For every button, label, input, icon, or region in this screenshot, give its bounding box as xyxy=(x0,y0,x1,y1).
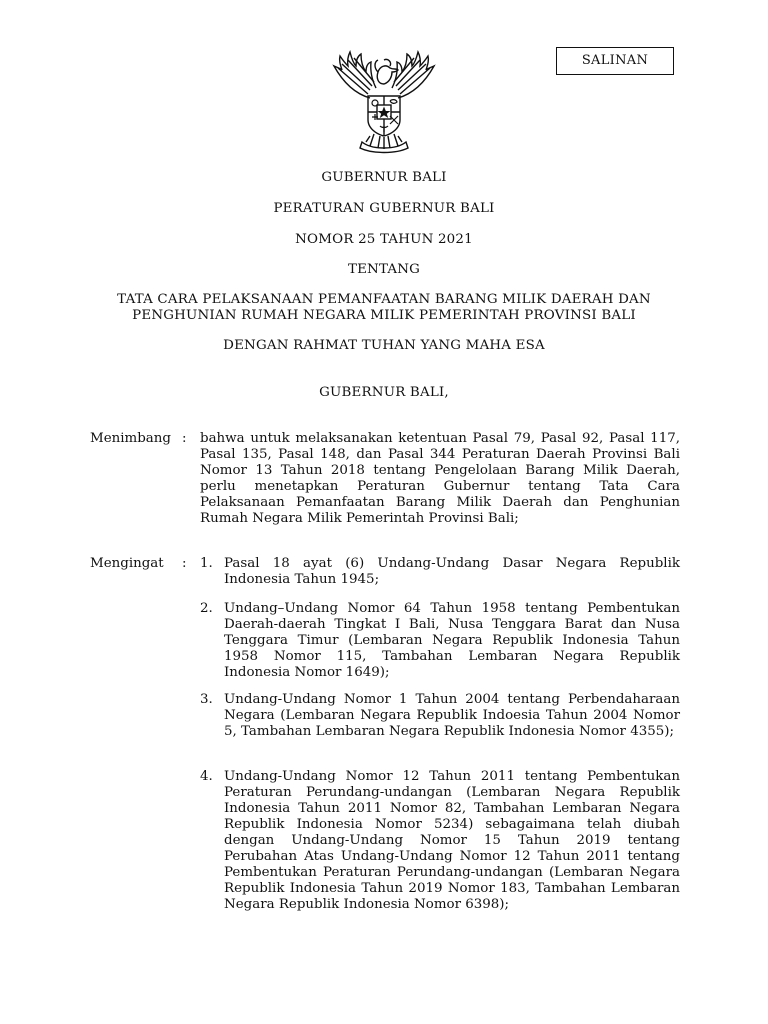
menimbang-text: bahwa untuk melaksanakan ketentuan Pasal 79, Pasal 92, Pasal 117, Pasal 135, Pasal 148, dan Pasal 344 Peraturan Daerah Provinsi Bali Nomor 13 Tahun 2018 tentang Pengelolaan Barang Milik Daerah, perlu menetapkan Peraturan Gubernur tentang Tata Cara Pelaksanaan Pemanfaatan Barang Milik Daerah dan Penghunian Rumah Negara Milik Pemerintah Provinsi Bali; xyxy=(200,431,680,526)
governor-signatory: GUBERNUR BALI, xyxy=(319,385,449,400)
list-item-number: 4. xyxy=(200,769,213,784)
regulation-title-line-2: PENGHUNIAN RUMAH NEGARA MILIK PEMERINTAH PROVINSI BALI xyxy=(132,308,636,323)
list-item-number: 3. xyxy=(200,692,213,707)
list-item xyxy=(200,601,680,681)
menimbang-colon: : xyxy=(182,431,187,446)
menimbang-label: Menimbang xyxy=(90,431,171,446)
list-item xyxy=(200,556,680,588)
about-heading: TENTANG xyxy=(347,262,421,277)
governor-heading: GUBERNUR BALI xyxy=(321,170,447,185)
list-item-text: Pasal 18 ayat (6) Undang-Undang Dasar Negara Republik Indonesia Tahun 1945; xyxy=(224,556,680,587)
list-item-number: 1. xyxy=(200,556,213,571)
mengingat-label: Mengingat xyxy=(90,556,164,571)
list-item xyxy=(200,692,680,740)
regulation-heading: PERATURAN GUBERNUR BALI xyxy=(273,201,495,216)
salinan-stamp: SALINAN xyxy=(556,47,674,75)
mengingat-colon: : xyxy=(182,556,187,571)
list-item-number: 2. xyxy=(200,601,213,616)
list-item-text: Undang–Undang Nomor 64 Tahun 1958 tentang Pembentukan Daerah-daerah Tingkat I Bali, Nusa Tenggara Barat dan Nusa Tenggara Timur (Lembaran Negara Republik Indonesia Tahun 1958 Nomor 115, Tambahan Lembaran Negara Republik Indonesia Nomor 1649); xyxy=(224,601,680,680)
regulation-title-line-1: TATA CARA PELAKSANAAN PEMANFAATAN BARANG MILIK DAERAH DAN xyxy=(117,292,651,307)
grace-phrase: DENGAN RAHMAT TUHAN YANG MAHA ESA xyxy=(223,338,545,353)
list-item-text: Undang-Undang Nomor 12 Tahun 2011 tentang Pembentukan Peraturan Perundang-undangan (Lembaran Negara Republik Indonesia Tahun 2011 Nomor 82, Tambahan Lembaran Negara Republik Indonesia Nomor 5234) sebagaimana telah diubah dengan Undang-Undang Nomor 15 Tahun 2019 tentang Perubahan Atas Undang-Undang Nomor 12 Tahun 2011 tentang Pembentukan Peraturan Perundang-undangan (Lembaran Negara Republik Indonesia Tahun 2019 Nomor 183, Tambahan Lembaran Negara Republik Indonesia Nomor 6398); xyxy=(224,769,680,912)
list-item-text: Undang-Undang Nomor 1 Tahun 2004 tentang Perbendaharaan Negara (Lembaran Negara Republik Indoesia Tahun 2004 Nomor 5, Tambahan Lembaran Negara Republik Indonesia Nomor 4355); xyxy=(224,692,680,739)
list-item xyxy=(200,769,680,913)
garuda-pancasila-emblem-icon xyxy=(326,46,442,156)
regulation-number: NOMOR 25 TAHUN 2021 xyxy=(295,232,473,247)
